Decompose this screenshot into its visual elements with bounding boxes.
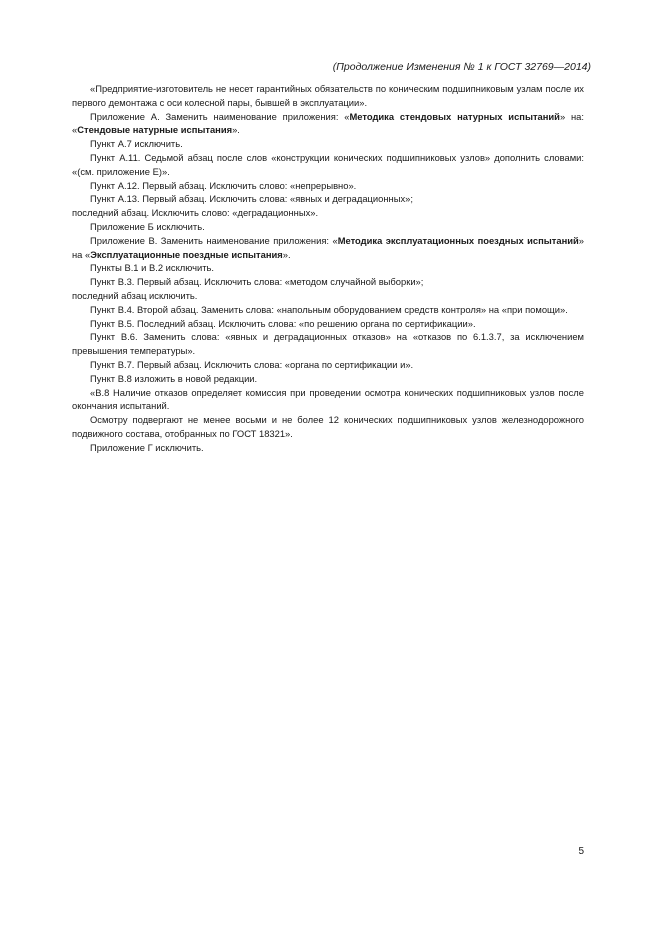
paragraph-v4: Пункт В.4. Второй абзац. Заменить слова: «напольным оборудованием средств контроля» на «при помощи». <box>90 303 568 315</box>
paragraph-v6: Пункт В.6. Заменить слова: «явных и деградационных отказов» на «отказов по 6.1.3.7, за исключением превышения температуры». <box>72 331 584 357</box>
paragraph-inspection: Осмотру подвергают не менее восьми и не более 12 конических подшипниковых узлов железнодорожного подвижного состава, отобранных по ГОСТ 18321». <box>72 414 584 439</box>
text-run: » на: « <box>72 110 584 136</box>
bold-new-title: Эксплуатационные поездные испытания <box>90 248 283 260</box>
paragraph-a13: Пункт А.13. Первый абзац. Исключить слова: «явных и деградационных»; <box>90 193 413 205</box>
paragraph-a13-last: последний абзац. Исключить слово: «деградационных». <box>72 207 319 219</box>
text-run: » на « <box>72 234 584 260</box>
bold-new-title: Стендовые натурные испытания <box>77 124 233 136</box>
bold-old-title: Методика эксплуатационных поездных испытаний <box>337 234 579 246</box>
running-header: (Продолжение Изменения № 1 к ГОСТ 32769—2014) <box>332 61 591 73</box>
paragraph-a12: Пункт А.12. Первый абзац. Исключить слово: «непрерывно». <box>90 179 357 191</box>
paragraph-v5: Пункт В.5. Последний абзац. Исключить слова: «по решению органа по сертификации». <box>90 317 476 329</box>
paragraph-appendix-g: Приложение Г исключить. <box>90 441 204 453</box>
paragraph-v3-last: последний абзац исключить. <box>72 289 198 301</box>
bold-old-title: Методика стендовых натурных испытаний <box>349 110 560 122</box>
paragraph-appendix-v <box>72 234 584 262</box>
text-run: ». <box>232 124 240 136</box>
page-number: 5 <box>578 846 584 857</box>
text-run: ». <box>282 248 291 260</box>
paragraph-a7: Пункт А.7 исключить. <box>90 138 183 150</box>
paragraph-v7: Пункт В.7. Первый абзац. Исключить слова: «органа по сертификации и». <box>90 358 414 370</box>
paragraph-v1-v2: Пункты В.1 и В.2 исключить. <box>90 262 214 274</box>
paragraph-appendix-a <box>72 110 584 138</box>
paragraph-appendix-b: Приложение Б исключить. <box>90 220 205 232</box>
paragraph-v8: Пункт В.8 изложить в новой редакции. <box>90 372 258 384</box>
text-run: Приложение А. Заменить наименование приложения: « <box>90 110 350 122</box>
text-run: Приложение В. Заменить наименование приложения: « <box>90 234 338 246</box>
paragraph-a11: Пункт А.11. Седьмой абзац после слов «конструкции конических подшипниковых узлов» дополнить словами: «(см. приложение Е)». <box>72 151 584 177</box>
paragraph-v3: Пункт В.3. Первый абзац. Исключить слова: «методом случайной выборки»; <box>90 276 424 288</box>
paragraph-warranty: «Предприятие-изготовитель не несет гарантийных обязательств по коническим подшипниковым узлам после их первого демонтажа с оси колесной пары, бывшей в эксплуатации». <box>72 83 584 108</box>
paragraph-v8-new: «В.8 Наличие отказов определяет комиссия при проведении осмотра конических подшипниковых узлов после окончания испытаний. <box>72 386 584 412</box>
document-body <box>72 82 584 455</box>
